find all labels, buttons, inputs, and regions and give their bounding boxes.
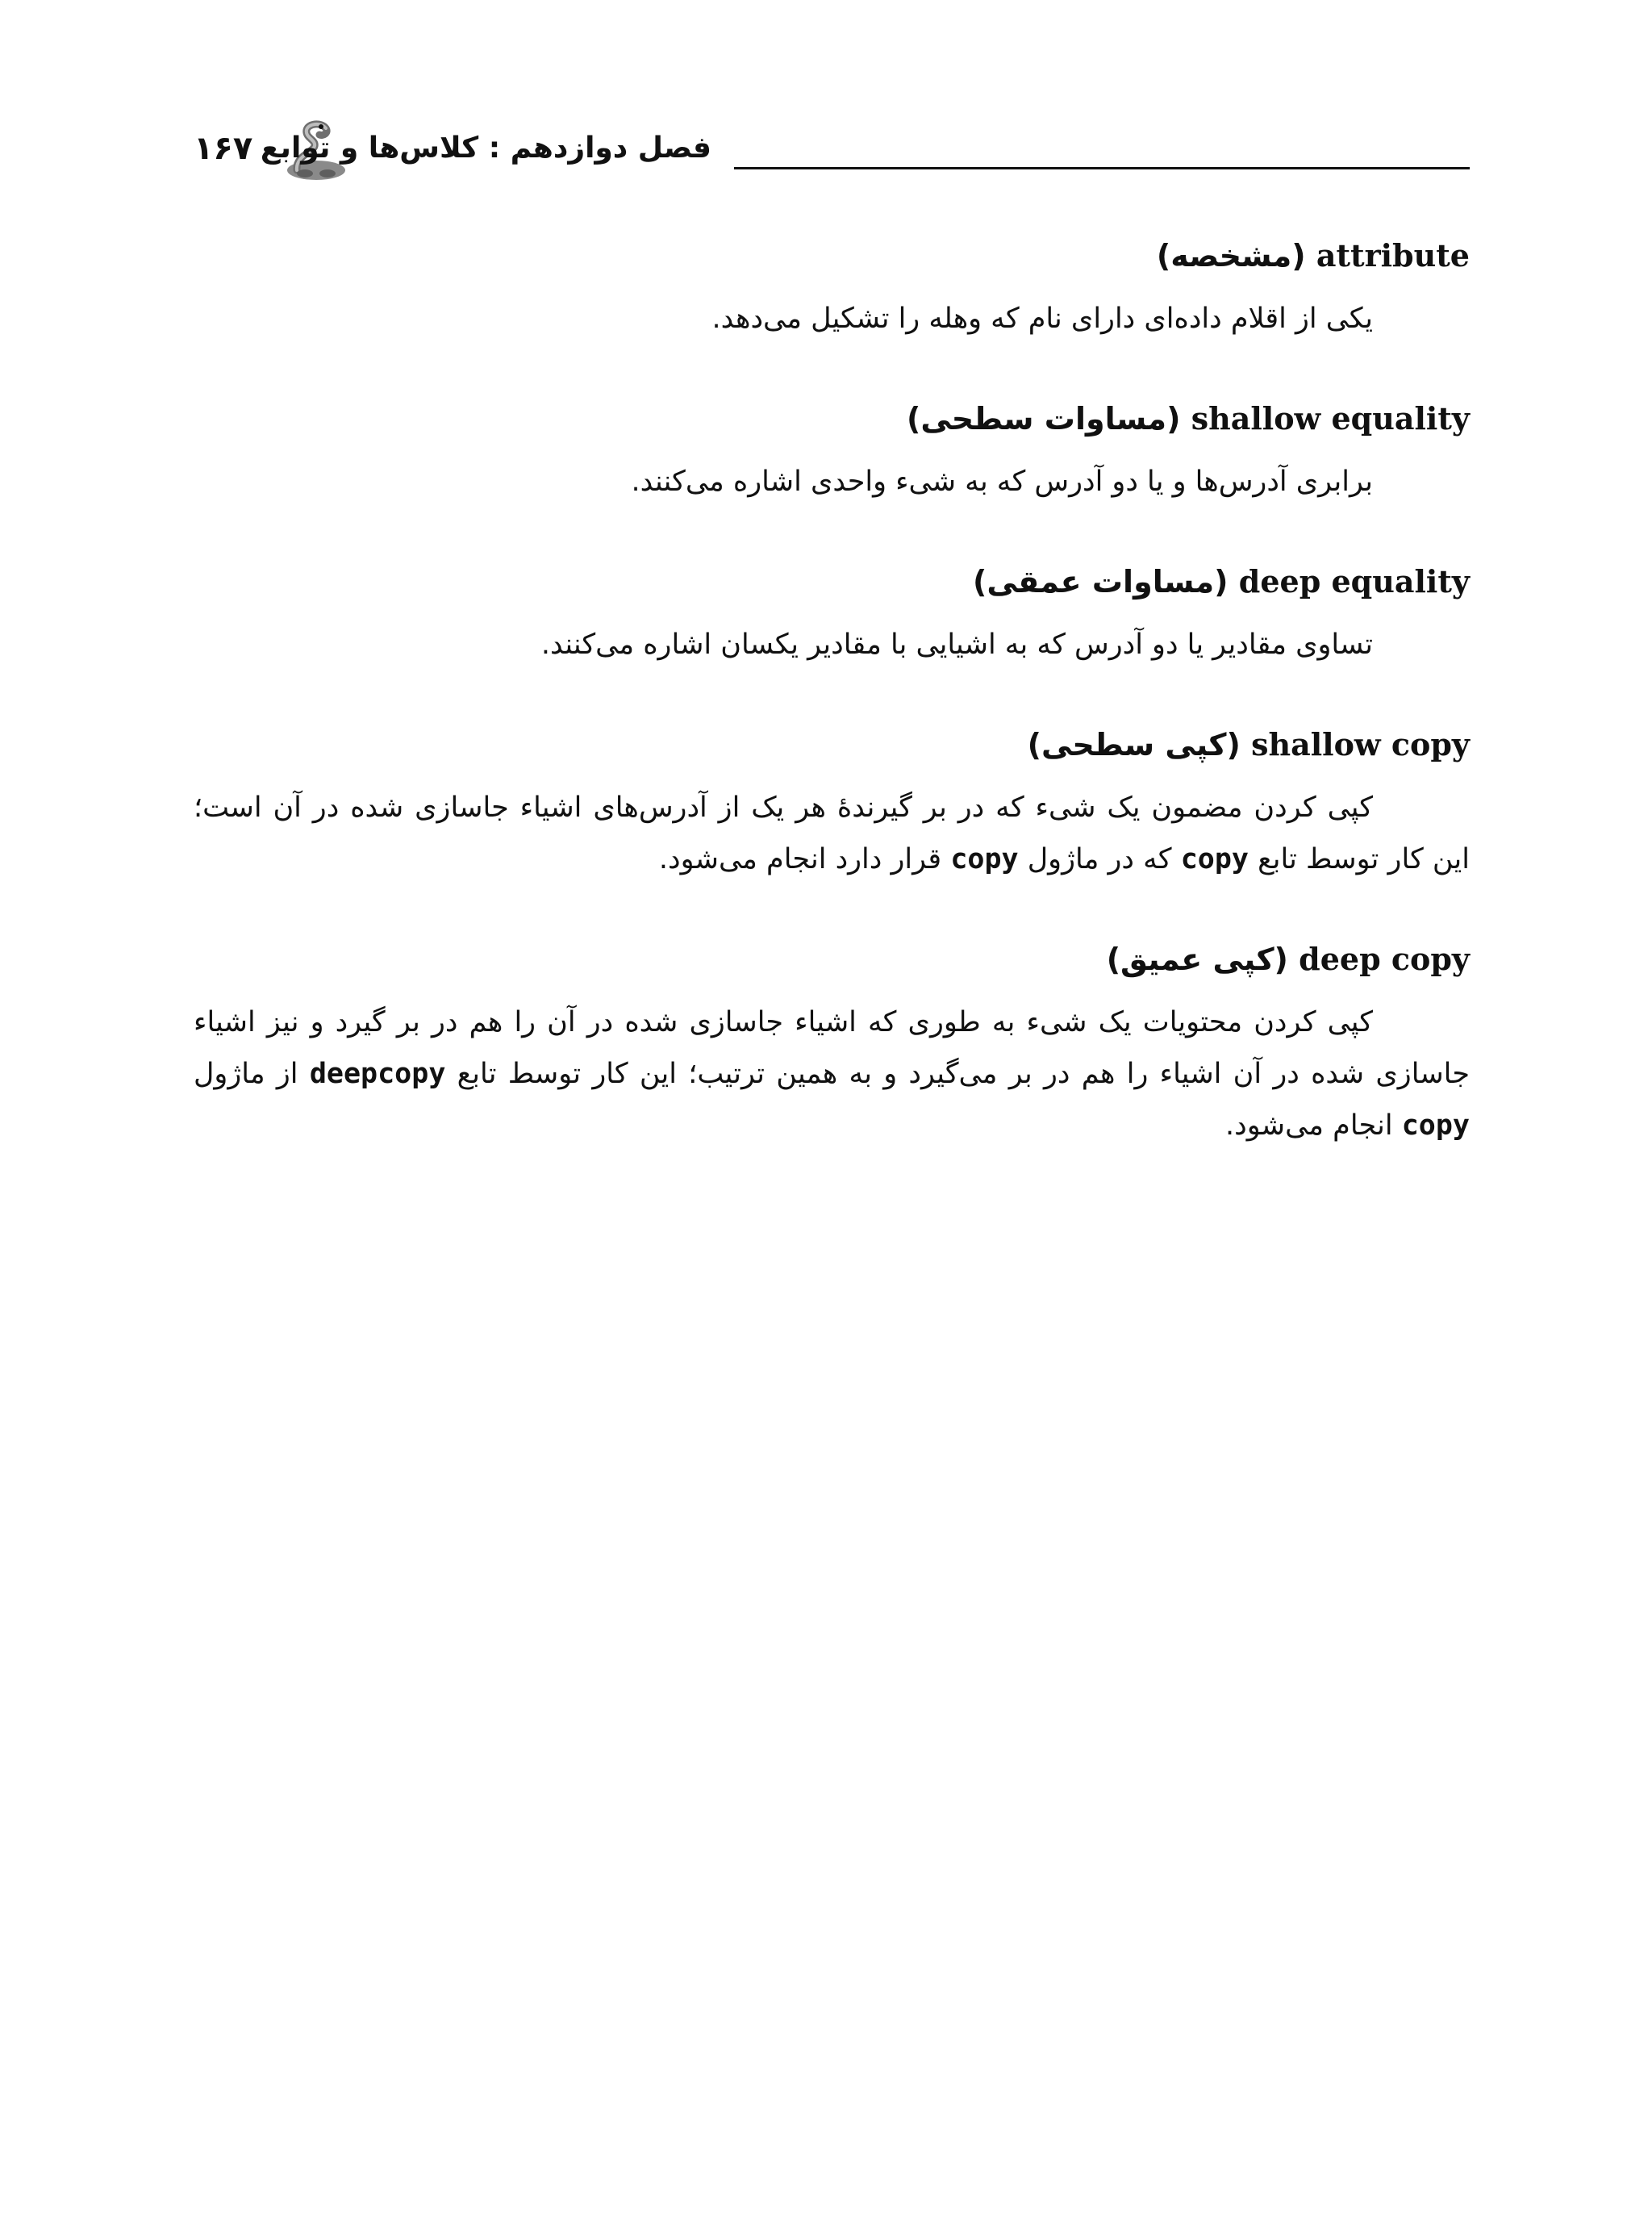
- header-rule: [734, 167, 1470, 169]
- definition-text: کپی کردن مضمون یک شیء که در بر گیرندهٔ هر یک از آدرس‌های اشیاء جاسازی شده در آن است؛ این کار توسط تابع: [194, 792, 1470, 875]
- code-keyword: copy: [1180, 843, 1249, 875]
- chapter-title: فصل دوازدهم : کلاس‌ها و توابع: [260, 132, 711, 165]
- definition-text: که در ماژول: [1027, 843, 1172, 875]
- term-english: shallow equality: [1191, 400, 1470, 437]
- glossary: [194, 230, 1470, 1200]
- term-persian: (مشخصه): [1156, 238, 1306, 274]
- term-definition: برابری آدرس‌ها و یا دو آدرس که به شیء واحدی اشاره می‌کنند.: [631, 466, 1373, 498]
- term-english: deep copy: [1299, 941, 1470, 977]
- code-keyword: copy: [1401, 1109, 1470, 1142]
- page-number: ۱۶۷: [194, 130, 253, 167]
- term-heading: [194, 934, 1470, 985]
- page-header: [194, 117, 1470, 190]
- term-persian: (کپی عمیق): [1106, 942, 1288, 977]
- term-heading: [194, 393, 1470, 445]
- definition-text: از ماژول: [194, 1058, 298, 1090]
- term-heading: [194, 719, 1470, 771]
- glossary-entry: [194, 934, 1470, 1151]
- definition-text: انجام می‌شود.: [1225, 1109, 1393, 1142]
- glossary-entry: [194, 230, 1470, 345]
- term-english: attribute: [1316, 237, 1470, 274]
- code-keyword: copy: [950, 843, 1019, 875]
- term-persian: (مساوات عمقی): [973, 564, 1229, 599]
- glossary-entry: [194, 393, 1470, 508]
- term-definition: تساوی مقادیر یا دو آدرس که به اشیایی با مقادیر یکسان اشاره می‌کنند.: [540, 629, 1373, 661]
- term-heading: [194, 556, 1470, 608]
- term-definition: [194, 996, 1470, 1151]
- definition-text: کپی کردن محتویات یک شیء به طوری که اشیاء جاسازی شده در آن را هم در بر گیرد و نیز اشیاء جاسازی شده در آن اشیاء را هم در بر می‌گیرد و به همین ترتیب؛ این کار توسط تابع: [194, 1006, 1470, 1090]
- code-keyword: deepcopy: [309, 1058, 446, 1090]
- term-definition: یکی از اقلام داده‌ای دارای نام که وهله را تشکیل می‌دهد.: [711, 303, 1373, 335]
- term-definition: [194, 782, 1470, 885]
- term-english: shallow copy: [1251, 726, 1470, 762]
- glossary-entry: [194, 556, 1470, 670]
- definition-text: قرار دارد انجام می‌شود.: [658, 843, 942, 875]
- term-english: deep equality: [1238, 563, 1470, 599]
- term-persian: (کپی سطحی): [1027, 727, 1241, 762]
- glossary-entry: [194, 719, 1470, 885]
- term-persian: (مساوات سطحی): [906, 401, 1181, 437]
- term-heading: [194, 230, 1470, 282]
